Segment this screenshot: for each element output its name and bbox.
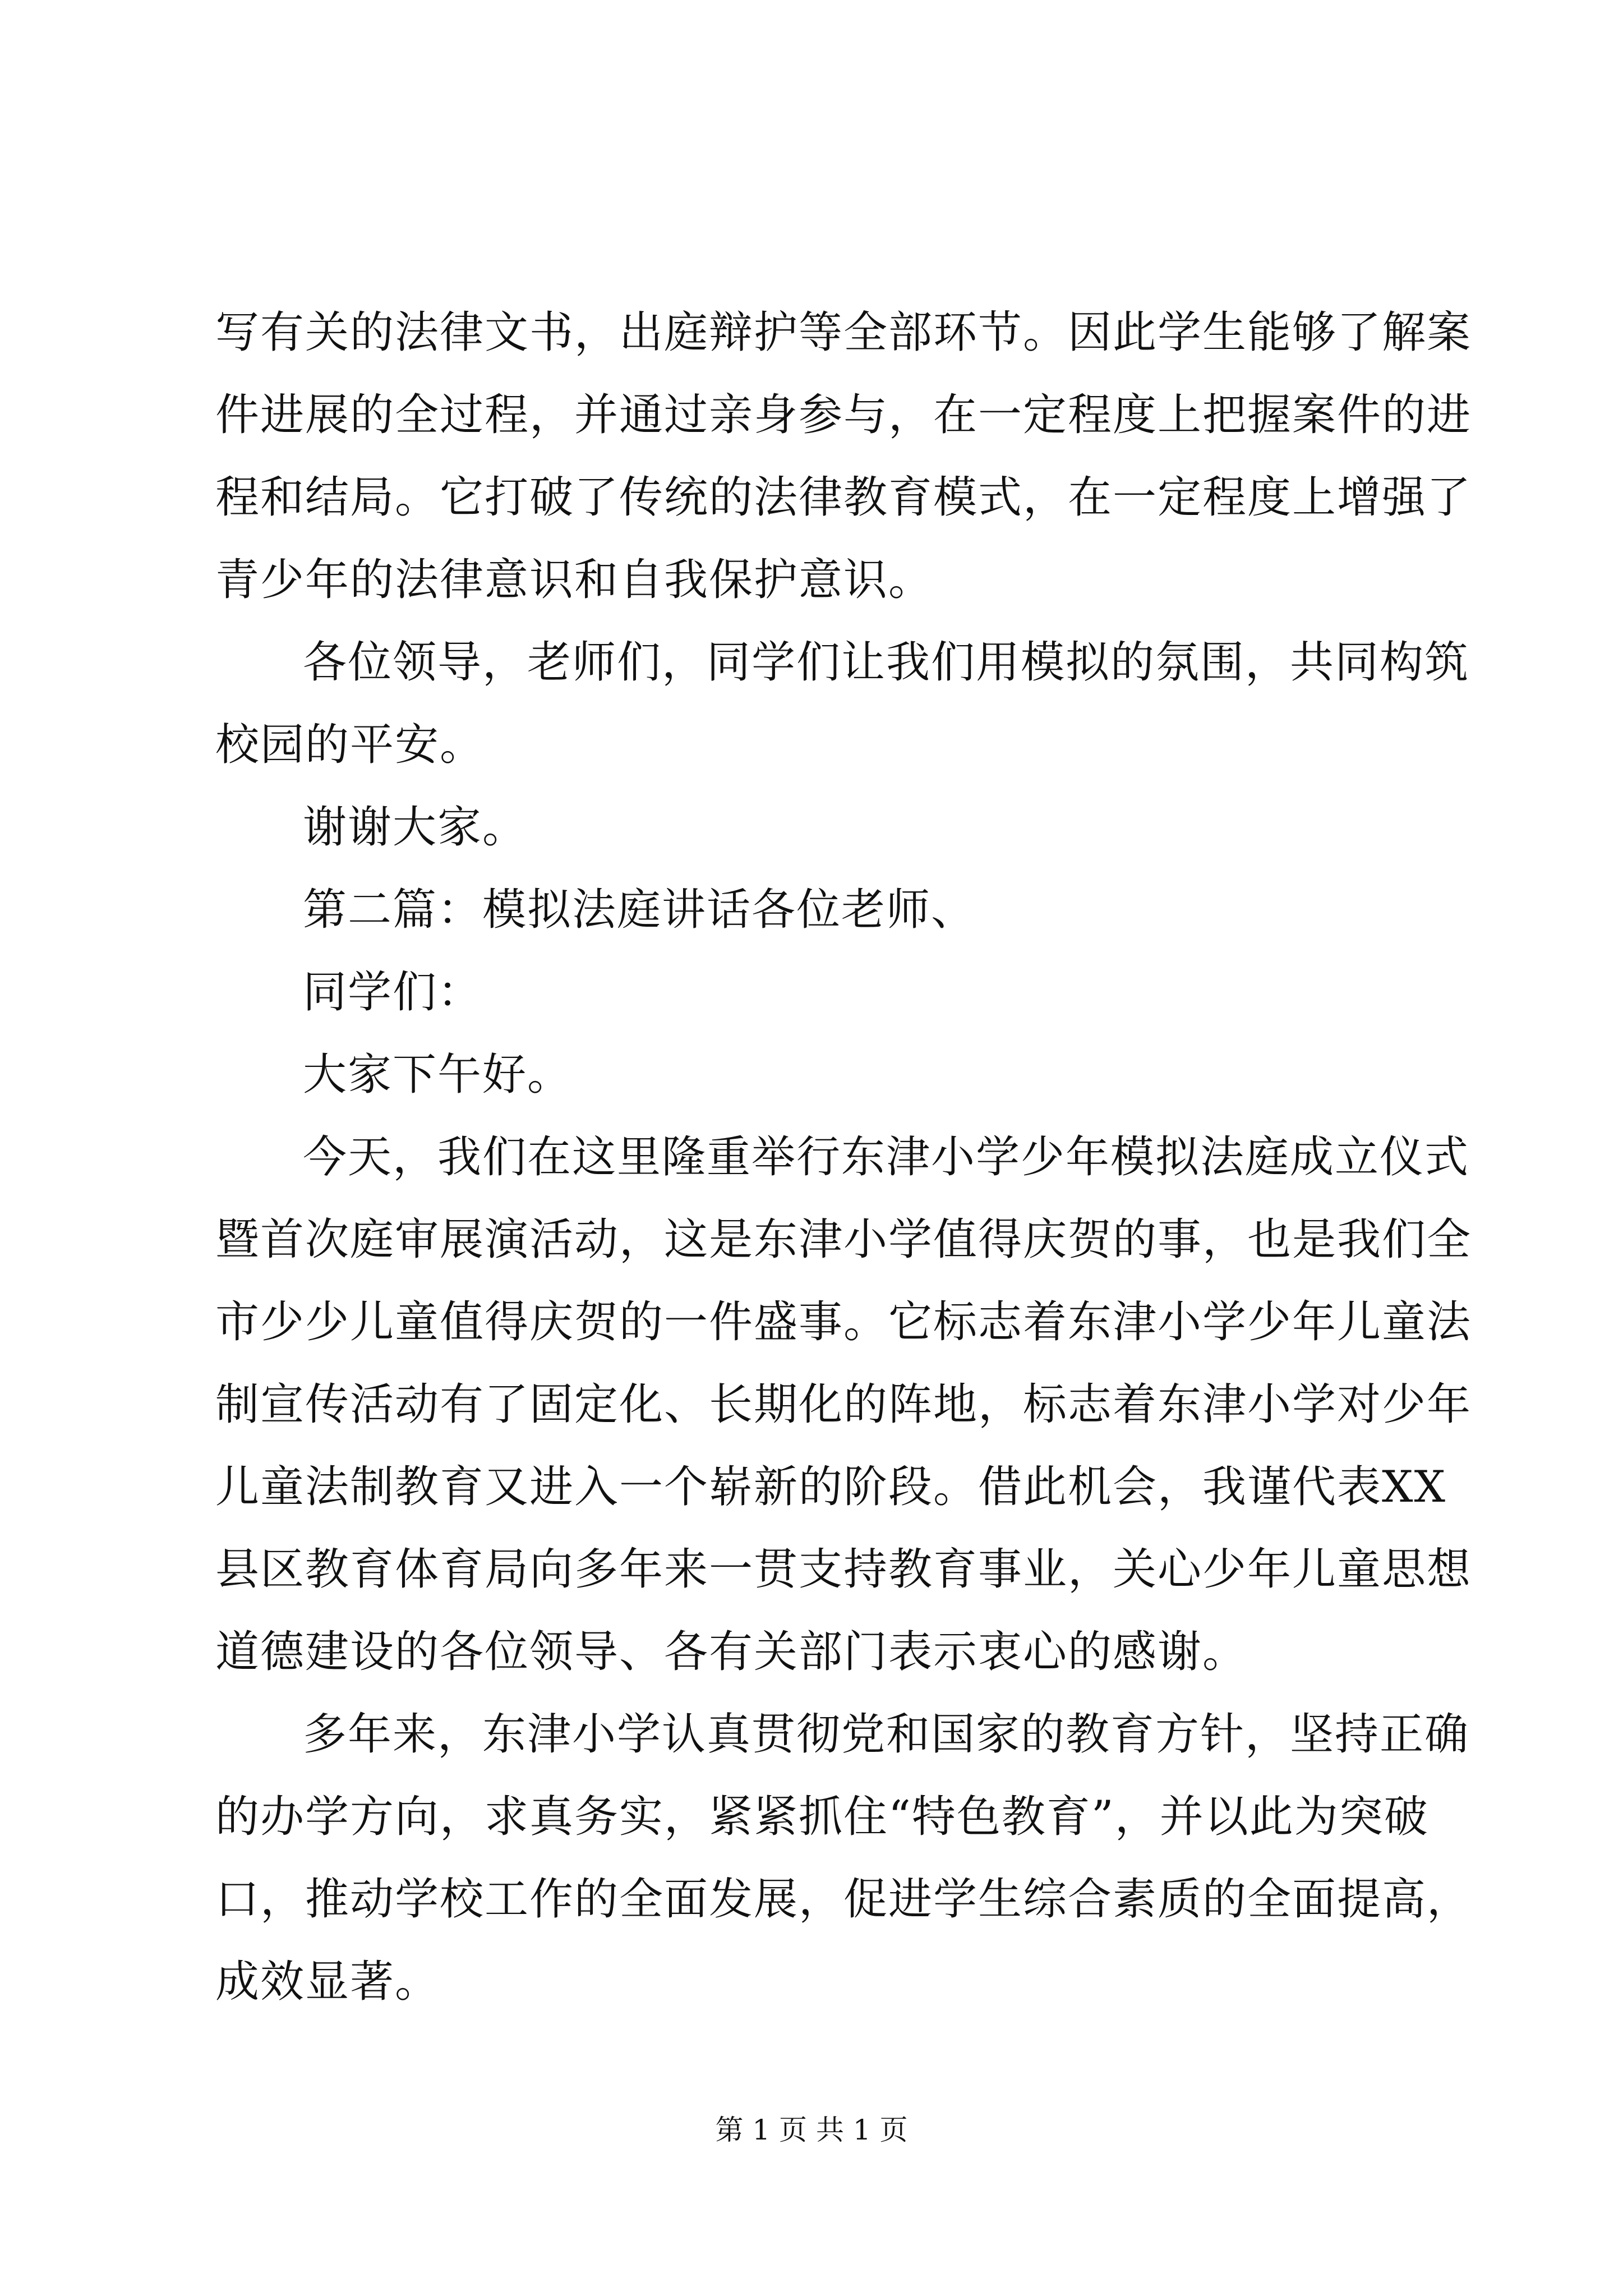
text-line: 今天，我们在这里隆重举行东津小学少年模拟法庭成立仪式: [303, 1132, 1470, 1182]
page-number-footer: 第 1 页 共 1 页: [715, 2114, 908, 2146]
text-line: 谢谢大家。: [303, 802, 528, 853]
text-line: 的办学方向，求真务实，紧紧抓住“特色教育”，并以此为突破: [215, 1792, 1429, 1842]
text-line: 程和结局。它打破了传统的法律教育模式，在一定程度上增强了: [215, 472, 1472, 523]
text-line: 儿童法制教育又进入一个崭新的阶段。借此机会，我谨代表XX: [215, 1462, 1447, 1512]
text-line: 成效显著。: [215, 1957, 440, 2007]
text-line: 暨首次庭审展演活动，这是东津小学值得庆贺的事，也是我们全: [215, 1214, 1472, 1265]
text-line: 各位领导，老师们，同学们让我们用模拟的氛围，共同构筑: [303, 637, 1470, 688]
text-line: 多年来，东津小学认真贯彻党和国家的教育方针，坚持正确: [303, 1709, 1470, 1760]
text-line: 口，推动学校工作的全面发展，促进学生综合素质的全面提高，: [215, 1874, 1472, 1925]
text-line: 校园的平安。: [215, 720, 485, 770]
document-body: [215, 292, 1472, 2023]
text-line: 写有关的法律文书，出庭辩护等全部环节。因此学生能够了解案: [215, 307, 1472, 358]
text-line: 市少少儿童值得庆贺的一件盛事。它标志着东津小学少年儿童法: [215, 1297, 1472, 1347]
section-heading: 第二篇：模拟法庭讲话各位老师、: [303, 885, 976, 935]
text-line: 道德建设的各位领导、各有关部门表示衷心的感谢。: [215, 1627, 1248, 1677]
text-line: 青少年的法律意识和自我保护意识。: [215, 555, 934, 605]
text-line: 制宣传活动有了固定化、长期化的阵地，标志着东津小学对少年: [215, 1379, 1472, 1430]
greeting-line: 大家下午好。: [303, 1050, 573, 1100]
text-line: 县区教育体育局向多年来一贯支持教育事业，关心少年儿童思想: [215, 1544, 1472, 1595]
text-line: 件进展的全过程，并通过亲身参与，在一定程度上把握案件的进: [215, 390, 1472, 440]
salutation-line: 同学们：: [303, 967, 483, 1018]
